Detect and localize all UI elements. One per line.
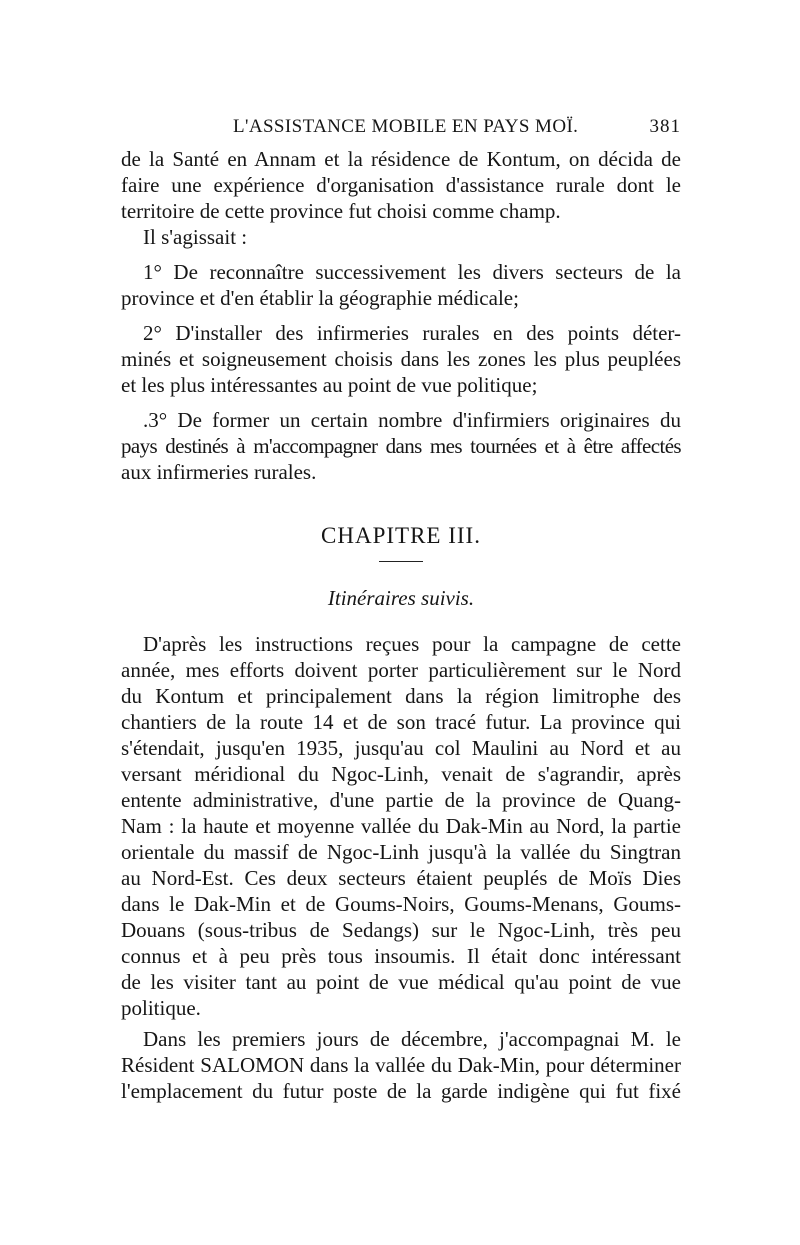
- text-line: province et d'en établir la géographie médicale;: [121, 286, 519, 310]
- text-line: territoire de cette province fut choisi comme champ.: [121, 199, 561, 223]
- text-line: au Nord-Est. Ces deux secteurs étaient peuplés de Moïs Dies: [121, 866, 681, 890]
- text-line: l'emplacement du futur poste de la garde indigène qui fut fixé: [121, 1079, 681, 1103]
- text-line: Il s'agissait :: [143, 225, 248, 249]
- text-line: de la Santé en Annam et la résidence de Kontum, on décida de: [121, 147, 681, 171]
- text-line: chantiers de la route 14 et de son tracé futur. La province qui: [121, 710, 681, 734]
- text-line: aux infirmeries rurales.: [121, 460, 317, 484]
- text-line: politique.: [121, 996, 201, 1020]
- intro-paragraph: [121, 146, 681, 224]
- text-line: s'étendait, jusqu'en 1935, jusqu'au col Maulini au Nord et au: [121, 736, 681, 760]
- text-line: du Kontum et principalement dans la région limitrophe des: [121, 684, 681, 708]
- text-line: et les plus intéressantes au point de vue politique;: [121, 373, 538, 397]
- running-head-title: L'ASSISTANCE MOBILE EN PAYS MOÏ.: [233, 116, 579, 137]
- body-paragraph-1: [121, 631, 681, 1021]
- text-line: entente administrative, d'une partie de la province de Quang-: [121, 788, 681, 812]
- objective-1: [121, 259, 681, 311]
- section-title: Itinéraires suivis.: [327, 586, 475, 610]
- page-number: 381: [649, 116, 681, 137]
- text-line: versant méridional du Ngoc-Linh, venait de s'agrandir, après: [121, 762, 681, 786]
- text-line: D'après les instructions reçues pour la campagne de cette: [143, 632, 681, 656]
- text-line: pays destinés à m'accompagner dans mes tournées et à être affectés: [121, 434, 681, 458]
- text-line: orientale du massif de Ngoc-Linh jusqu'à la vallée du Singtran: [121, 840, 681, 864]
- objective-2: [121, 320, 681, 398]
- book-page: [121, 116, 681, 1104]
- text-line: année, mes efforts doivent porter particulièrement sur le Nord: [121, 658, 681, 682]
- text-line: minés et soigneusement choisis dans les zones les plus peuplées: [121, 347, 681, 371]
- text-line: dans le Dak-Min et de Goums-Noirs, Goums-Menans, Goums-: [121, 892, 681, 916]
- text-line: connus et à peu près tous insoumis. Il était donc intéressant: [121, 944, 681, 968]
- text-line: Résident SALOMON dans la vallée du Dak-Min, pour déterminer: [121, 1053, 681, 1077]
- chapter-divider: [379, 561, 423, 562]
- text-line: faire une expérience d'organisation d'assistance rurale dont le: [121, 173, 681, 197]
- text-line: 1° De reconnaître successivement les divers secteurs de la: [143, 260, 681, 284]
- text-line: de les visiter tant au point de vue médical qu'au point de vue: [121, 970, 681, 994]
- running-head: [233, 116, 681, 146]
- body-paragraph-2: [121, 1026, 681, 1104]
- text-line: .3° De former un certain nombre d'infirmiers originaires du: [143, 408, 681, 432]
- objective-3: [121, 407, 681, 485]
- chapter-title: CHAPITRE III.: [321, 523, 481, 548]
- text-line: Douans (sous-tribus de Sedangs) sur le Ngoc-Linh, très peu: [121, 918, 681, 942]
- text-line: 2° D'installer des infirmeries rurales en des points déter-: [143, 321, 681, 345]
- intro-lead: [121, 224, 681, 250]
- text-line: Nam : la haute et moyenne vallée du Dak-Min au Nord, la partie: [121, 814, 681, 838]
- text-line: Dans les premiers jours de décembre, j'accompagnai M. le: [143, 1027, 681, 1051]
